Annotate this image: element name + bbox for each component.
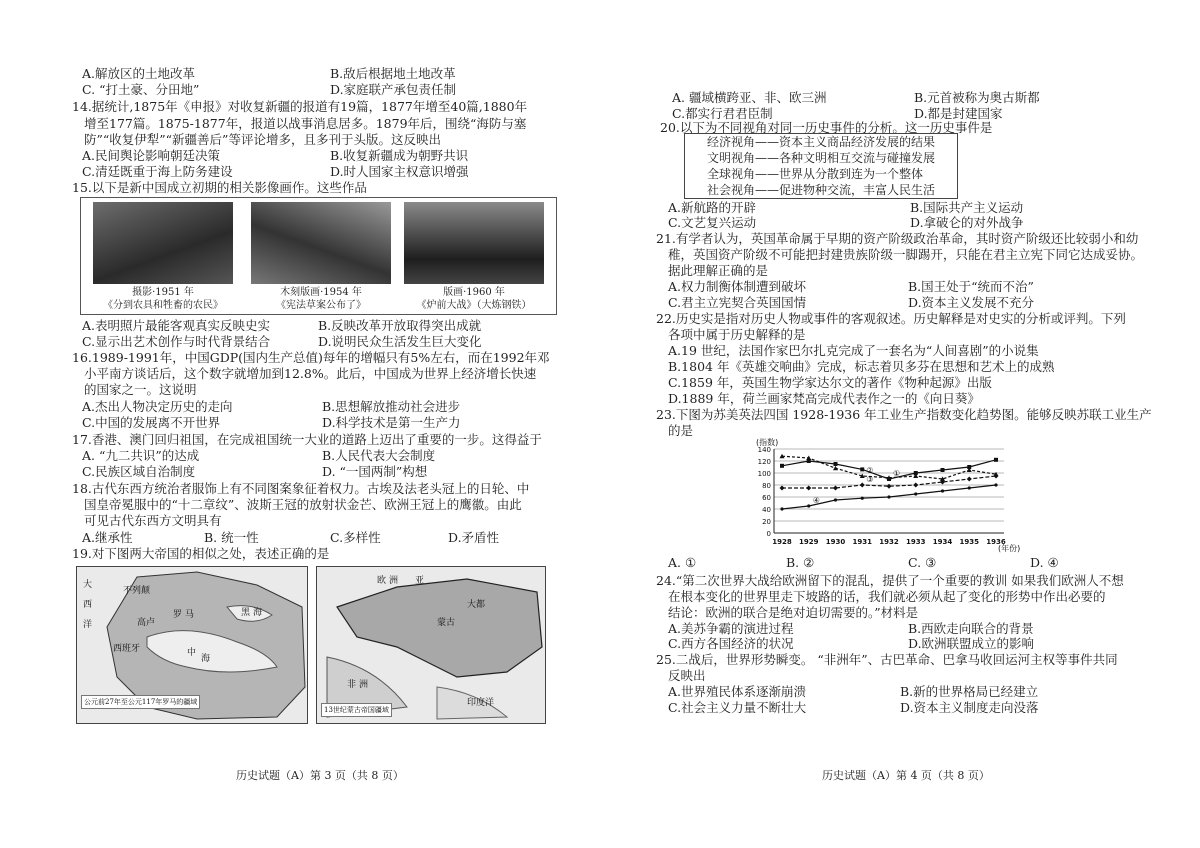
mongol-map-graphic xyxy=(317,567,545,723)
y-tick-label-7: 140 xyxy=(757,446,771,454)
q20-text: 20.以下为不同视角对同一历史事件的分析。这一历史事件是 xyxy=(660,120,993,135)
left-footer: 历史试题（A）第 3 页（共 8 页） xyxy=(236,769,404,782)
series-4-point-4 xyxy=(887,495,890,498)
map1-label-xi: 西 xyxy=(83,600,93,610)
series-1-point-8 xyxy=(994,458,998,462)
q23-option-c: C. ③ xyxy=(908,555,937,570)
map2-label-ya: 亚 xyxy=(415,576,425,586)
series-3-point-3 xyxy=(860,483,865,488)
q19-option-b: B.元首被称为奥古斯都 xyxy=(914,90,1040,105)
y-tick-label-4: 80 xyxy=(762,482,771,490)
q20-option-a: A.新航路的开辟 xyxy=(668,200,757,215)
series-4-point-1 xyxy=(807,504,810,507)
series-4-point-0 xyxy=(780,507,783,510)
map2-label-ou: 欧 xyxy=(377,576,387,586)
map1-label-sea: 海 xyxy=(201,654,211,664)
x-tick-label-5: 1933 xyxy=(906,538,926,546)
series-1-point-3 xyxy=(860,467,864,471)
x-axis-label: (年份) xyxy=(998,544,1021,553)
caption-1-year: 摄影·1951 年 xyxy=(132,287,194,298)
q25-option-a: A.世界殖民体系逐渐崩溃 xyxy=(668,684,807,699)
caption-2-title: 《宪法草案公布了》 xyxy=(276,300,366,311)
series-3-point-1 xyxy=(806,486,811,491)
x-tick-label-3: 1931 xyxy=(852,538,872,546)
series-3-point-0 xyxy=(780,486,785,491)
q16-text-1: 16.1989-1991年，中国GDP(国内生产总值)每年的增幅只有5%左右，而在1992年邓 xyxy=(72,350,550,365)
y-tick-label-6: 120 xyxy=(757,458,771,466)
industrial-index-chart xyxy=(752,437,1042,555)
y-axis-label: (指数) xyxy=(756,438,779,447)
q20-box-line-4: 社会视角——促进物种交流，丰富人民生活 xyxy=(707,183,936,197)
q24-option-a: A.美苏争霸的演进过程 xyxy=(668,621,794,636)
q18-option-a: A.继承性 xyxy=(82,530,133,545)
y-tick-label-5: 100 xyxy=(757,470,771,478)
map-mongol-empire xyxy=(316,566,546,724)
q15-option-b: B.反映改革开放取得突出成就 xyxy=(318,318,482,333)
x-tick-label-2: 1930 xyxy=(825,538,846,546)
q22-option-d: D.1889 年，荷兰画家梵高完成代表作之一的《向日葵》 xyxy=(668,391,980,406)
q15-option-d: D.说明民众生活发生巨大变化 xyxy=(318,334,482,349)
q22-option-c: C.1859 年，英国生物学家达尔文的著作《物种起源》出版 xyxy=(668,375,992,390)
q19-option-a: A. 疆域横跨亚、非、欧三洲 xyxy=(672,90,827,105)
series-3-label: ③ xyxy=(866,475,874,484)
series-2-point-2 xyxy=(833,466,838,471)
x-tick-label-8: 1936 xyxy=(986,538,1006,546)
q17-text: 17.香港、澳门回归祖国，在完成祖国统一大业的道路上迈出了重要的一步。这得益于 xyxy=(72,432,542,447)
print-steelmaking xyxy=(404,202,544,284)
q25-text-1: 25.二战后，世界形势瞬变。 “非洲年”、古巴革命、巴拿马收回运河主权等事件共同 xyxy=(656,652,1118,667)
map2-label-fei-zhou: 洲 xyxy=(359,680,369,690)
map2-label-mongol: 蒙古 xyxy=(437,618,456,628)
q17-option-b: B.人民代表大会制度 xyxy=(322,448,436,463)
x-tick-label-4: 1932 xyxy=(879,538,899,546)
q14-option-c: C.清廷既重于海上防务建设 xyxy=(82,164,233,179)
map2-label-fei: 非 xyxy=(347,680,357,690)
series-2-label: ② xyxy=(866,466,874,475)
q13-option-c: C. “打土豪、分田地” xyxy=(82,82,200,97)
q21-option-d: D.资本主义发展不充分 xyxy=(908,295,1035,310)
q14-option-d: D.时人国家主权意识增强 xyxy=(330,164,469,179)
q18-option-c: C.多样性 xyxy=(330,530,381,545)
q20-box-line-1: 经济视角——资本主义商品经济发展的结果 xyxy=(707,135,936,149)
q22-option-a: A.19 世纪，法国作家巴尔扎克完成了一套名为“人间喜剧”的小说集 xyxy=(668,343,1039,358)
q19-text: 19.对下图两大帝国的相似之处，表述正确的是 xyxy=(72,546,330,561)
q21-option-a: A.权力制衡体制遭到破坏 xyxy=(668,279,807,294)
right-footer: 历史试题（A）第 4 页（共 8 页） xyxy=(822,769,990,782)
map1-label-hei: 黑 xyxy=(241,608,251,618)
map1-label-ma: 马 xyxy=(185,610,195,620)
y-tick-label-1: 20 xyxy=(762,518,771,526)
q15-option-a: A.表明照片最能客观真实反映史实 xyxy=(82,318,271,333)
series-4-point-2 xyxy=(834,498,837,501)
q16-text-3: 的国家之一。这说明 xyxy=(84,382,197,397)
x-tick-label-1: 1929 xyxy=(799,538,819,546)
map2-label-zhou: 洲 xyxy=(389,576,399,586)
x-tick-label-0: 1928 xyxy=(772,538,792,546)
q16-text-2: 小平南方谈话后，这个数字就增加到12.8%。此后，中国成为世界上经济增长快速 xyxy=(84,366,537,381)
q18-text-1: 18.古代东西方统治者服饰上有不同图案象征着权力。古埃及法老头冠上的日轮、中 xyxy=(72,481,530,496)
caption-3-year: 版画·1960 年 xyxy=(443,287,505,298)
q18-text-3: 可见古代东西方文明具有 xyxy=(84,513,222,528)
q24-option-b: B.西欧走向联合的背景 xyxy=(908,621,1034,636)
q25-text-2: 反映出 xyxy=(668,668,706,683)
q13-option-a: A.解放区的土地改革 xyxy=(82,66,196,81)
q23-option-b: B. ② xyxy=(786,555,815,570)
q16-option-c: C.中国的发展离不开世界 xyxy=(82,415,221,430)
map2-legend: 13世纪蒙古帝国疆域 xyxy=(321,703,392,717)
q21-text-1: 21.有学者认为，英国革命属于早期的资产阶级政治革命，其时资产阶级还比较弱小和幼 xyxy=(656,231,1139,246)
map1-label-gaul: 高卢 xyxy=(137,618,156,628)
map1-label-luo: 罗 xyxy=(173,610,183,620)
q21-text-2: 稚，英国资产阶级不可能把封建贵族阶级一脚踢开，只能在君主立宪下同它达成妥协。 xyxy=(668,247,1144,262)
series-4-point-3 xyxy=(861,497,864,500)
q17-option-c: C.民族区域自治制度 xyxy=(82,464,196,479)
q21-text-3: 据此理解正确的是 xyxy=(668,263,769,278)
q23-option-a: A. ① xyxy=(668,555,697,570)
q13-option-d: D.家庭联产承包责任制 xyxy=(330,82,457,97)
q14-option-b: B.收复新疆成为朝野共识 xyxy=(330,148,469,163)
q25-option-b: B.新的世界格局已经建立 xyxy=(900,684,1039,699)
series-3-point-2 xyxy=(833,486,838,491)
q21-option-b: B.国王处于“统而不治” xyxy=(908,279,1034,294)
series-3-point-4 xyxy=(887,484,892,489)
woodcut-constitution xyxy=(251,202,391,284)
q23-text-2: 的是 xyxy=(668,423,694,438)
q19-option-c: C.都实行君君臣制 xyxy=(672,106,773,121)
q15-text: 15.以下是新中国成立初期的相关影像画作。这些作品 xyxy=(72,180,367,195)
q18-text-2: 国皇帝冕服中的“十二章纹”、波斯王冠的放射状金芒、欧洲王冠上的鹰徽。由此 xyxy=(84,497,522,512)
series-1-point-6 xyxy=(941,468,945,472)
y-tick-label-3: 60 xyxy=(762,494,771,502)
x-tick-label-7: 1935 xyxy=(959,538,979,546)
q20-box-line-3: 全球视角——世界从分散到连为一个整体 xyxy=(707,167,924,181)
q20-option-c: C.文艺复兴运动 xyxy=(668,215,757,230)
map1-label-yang: 洋 xyxy=(83,620,93,630)
series-1-label: ① xyxy=(893,469,901,478)
series-3-point-7 xyxy=(967,477,972,482)
q16-option-b: B.思想解放推动社会进步 xyxy=(322,399,461,414)
x-tick-label-6: 1934 xyxy=(932,538,953,546)
series-4-label: ④ xyxy=(812,496,820,505)
q15-image-strip xyxy=(80,197,557,315)
q24-option-d: D.欧洲联盟成立的影响 xyxy=(908,636,1035,651)
q24-option-c: C.西方各国经济的状况 xyxy=(668,636,794,651)
q23-text-1: 23.下图为苏美英法四国 1928-1936 年工业生产指数变化趋势图。能够反映苏联工业生产 xyxy=(656,407,1152,422)
series-4-point-8 xyxy=(994,483,997,486)
series-4-point-5 xyxy=(914,492,917,495)
map1-label-britain: 不列颠 xyxy=(123,586,151,596)
q18-option-d: D.矛盾性 xyxy=(448,530,500,545)
map1-label-zhong: 中 xyxy=(187,648,197,658)
caption-2-year: 木刻版画·1954 年 xyxy=(280,287,362,298)
map1-label-spain: 西班牙 xyxy=(113,644,141,654)
q22-text-2: 各项中属于历史解释的是 xyxy=(668,327,806,342)
q24-text-3: 结论：欧洲的联合是绝对迫切需要的。”材料是 xyxy=(668,605,919,620)
caption-1-title: 《分到农具和牲畜的农民》 xyxy=(103,300,223,311)
q13-option-b: B.敌后根据地土地改革 xyxy=(330,66,456,81)
y-tick-label-0: 0 xyxy=(766,530,771,538)
q19-option-d: D.都是封建国家 xyxy=(914,106,1003,121)
map1-label-da: 大 xyxy=(83,580,93,590)
series-4-point-7 xyxy=(968,486,971,489)
q17-option-d: D. “一国两制”构想 xyxy=(322,464,428,479)
q18-option-b: B. 统一性 xyxy=(204,530,259,545)
series-1-point-0 xyxy=(780,464,784,468)
q16-option-d: D.科学技术是第一生产力 xyxy=(322,415,461,430)
map2-label-dadu: 大都 xyxy=(467,600,486,610)
q14-text-2: 增至177篇。1875-1877年，报道以战事消息居多。1879年后，围绕“海防与塞 xyxy=(84,116,527,131)
q14-text-3: 防”“收复伊犁”“新疆善后”等评论增多，且多刊于头版。这反映出 xyxy=(84,132,441,147)
q20-box-line-2: 文明视角——各种文明相互交流与碰撞发展 xyxy=(707,151,936,165)
map1-label-hai: 海 xyxy=(253,608,263,618)
map1-legend: 公元前27年至公元117年罗马的疆域 xyxy=(81,695,200,709)
q14-text-1: 14.据统计,1875年《申报》对收复新疆的报道有19篇，1877年增至40篇,1880年 xyxy=(72,99,528,114)
q15-option-c: C.显示出艺术创作与时代背景结合 xyxy=(82,334,271,349)
q24-text-1: 24.“第二次世界大战给欧洲留下的混乱，提供了一个重要的教训 如果我们欧洲人不想 xyxy=(656,573,1124,588)
caption-3-title: 《炉前大战》（大炼钢铁） xyxy=(416,300,532,311)
q17-option-a: A. “九二共识”的达成 xyxy=(82,448,200,463)
y-tick-label-2: 40 xyxy=(762,506,771,514)
q22-text-1: 22.历史实是指对历史人物或事件的客观叙述。历史解释是对史实的分析或评判。下列 xyxy=(656,311,1126,326)
series-3-point-5 xyxy=(913,483,918,488)
q25-option-c: C.社会主义力量不断壮大 xyxy=(668,700,807,715)
map-roman-empire xyxy=(76,566,308,724)
q20-option-b: B.国际共产主义运动 xyxy=(910,200,1024,215)
q24-text-2: 在根本变化的世界里走下坡路的话，我们就必须从起了变化的形势中作出必要的 xyxy=(668,589,1106,604)
q22-option-b: B.1804 年《英雄交响曲》完成，标志着贝多芬在思想和艺术上的成熟 xyxy=(668,359,1055,374)
q23-option-d: D. ④ xyxy=(1030,555,1059,570)
series-4-point-6 xyxy=(941,489,944,492)
q20-perspective-box xyxy=(684,133,958,199)
q25-option-d: D.资本主义制度走向没落 xyxy=(900,700,1039,715)
photo-farmers xyxy=(93,202,233,284)
q21-option-c: C.君主立宪契合英国国情 xyxy=(668,295,807,310)
series-1-point-2 xyxy=(834,462,838,466)
q16-option-a: A.杰出人物决定历史的走向 xyxy=(82,399,233,414)
q20-option-d: D.拿破仑的对外战争 xyxy=(910,215,1024,230)
q14-option-a: A.民间舆论影响朝廷决策 xyxy=(82,148,221,163)
map2-label-indian-ocean: 印度洋 xyxy=(467,698,495,708)
